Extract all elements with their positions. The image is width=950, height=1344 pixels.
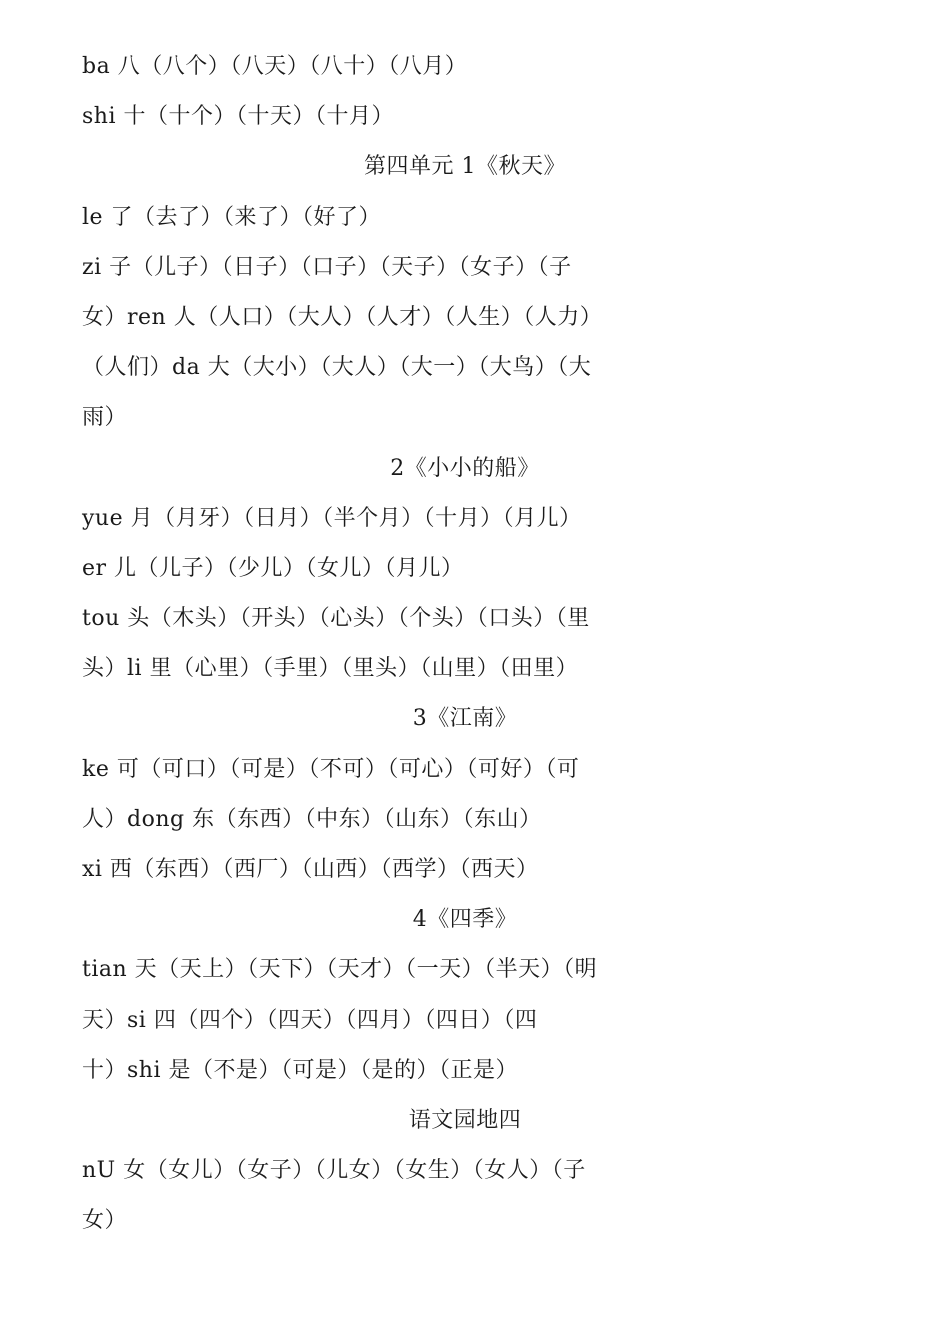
vocab-line [82, 745, 742, 795]
vocab-line [82, 1146, 742, 1196]
section-heading [0, 1096, 800, 1146]
section-heading [0, 142, 800, 192]
line-text: yue 月（月牙）（日月）（半个月）（十月）（月儿） [82, 505, 582, 531]
line-text: 头）li 里（心里）（手里）（里头）（山里）（田里） [82, 656, 579, 682]
line-text: 人）dong 东（东西）（中东）（山东）（东山） [82, 806, 542, 832]
vocab-line [82, 193, 742, 243]
line-text: 雨） [82, 405, 128, 431]
vocab-line [82, 1046, 742, 1096]
vocab-line [82, 945, 742, 995]
line-text: 第四单元 1《秋天》 [364, 154, 566, 180]
line-text: xi 西（东西）（西厂）（山西）（西学）（西天） [82, 857, 539, 882]
vocab-line [82, 1196, 742, 1246]
line-text: ba 八（八个）（八天）（八十）（八月） [82, 54, 468, 79]
vocab-line [82, 544, 742, 594]
line-text: shi 十（十个）（十天）（十月） [82, 104, 394, 130]
line-text: 十）shi 是（不是）（可是）（是的）（正是） [82, 1057, 518, 1083]
line-text: nU 女（女儿）（女子）（儿女）（女生）（女人）（子 [82, 1158, 586, 1184]
line-text: 语文园地四 [408, 1107, 522, 1133]
section-heading [0, 895, 800, 945]
vocab-line [82, 393, 742, 443]
line-text: 女） [82, 1208, 128, 1234]
line-text: le 了（去了）（来了）（好了） [82, 204, 382, 230]
vocab-line [82, 594, 742, 644]
line-text: zi 子（儿子）（日子）（口子）（天子）（女子）（子 [82, 254, 572, 280]
section-heading [0, 444, 800, 494]
line-text: 3《江南》 [412, 706, 518, 732]
vocab-line [82, 845, 742, 895]
line-text: tian 天（天上）（天下）（天才）（一天）（半天）（明 [82, 957, 598, 983]
document-body [82, 42, 742, 1247]
vocab-line [82, 494, 742, 544]
line-text: 女）ren 人（人口）（大人）（人才）（人生）（人力） [82, 304, 603, 330]
vocab-line [82, 293, 742, 343]
vocab-line [82, 42, 742, 92]
vocab-line [82, 243, 742, 293]
vocab-line [82, 92, 742, 142]
vocab-line [82, 644, 742, 694]
line-text: 天）si 四（四个）（四天）（四月）（四日）（四 [82, 1007, 538, 1033]
line-text: er 儿（儿子）（少儿）（女儿）（月儿） [82, 555, 464, 581]
line-text: ke 可（可口）（可是）（不可）（可心）（可好）（可 [82, 756, 580, 782]
vocab-line [82, 795, 742, 845]
line-text: 2《小小的船》 [390, 455, 540, 481]
line-text: 4《四季》 [412, 907, 518, 933]
section-heading [0, 694, 800, 744]
vocab-line [82, 996, 742, 1046]
line-text: tou 头（木头）（开头）（心头）（个头）（口头）（里 [82, 606, 590, 632]
vocab-line [82, 343, 742, 393]
line-text: （人们）da 大（大小）（大人）（大一）（大鸟）（大 [82, 355, 592, 381]
